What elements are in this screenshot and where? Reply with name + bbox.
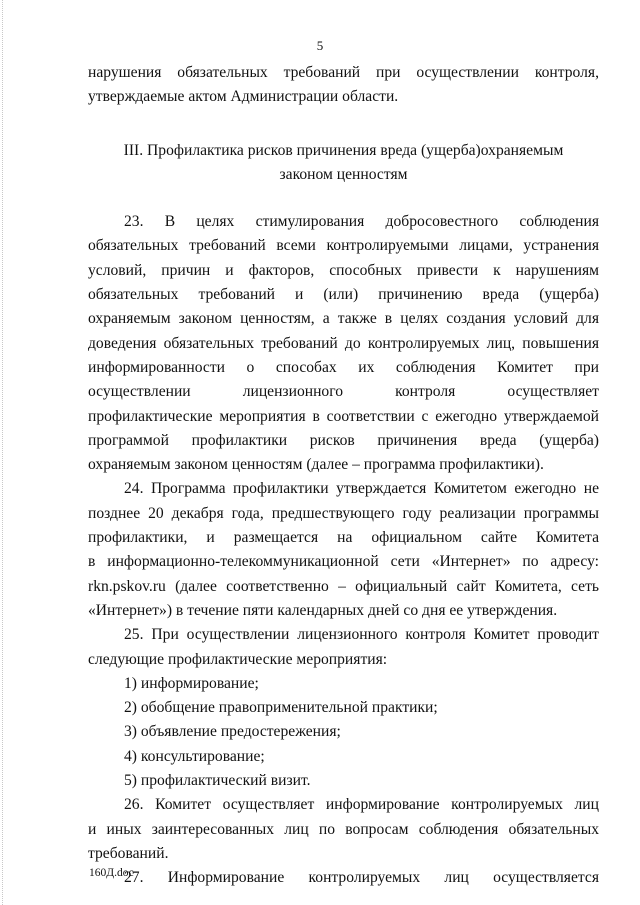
text-line: 26. Комитет осуществляет информирование контролируемых лиц (124, 796, 599, 814)
text-line: 24. Программа профилактики утверждается Комитетом ежегодно не (124, 480, 599, 498)
list-item: 2) обобщение правоприменительной практики; (124, 699, 438, 717)
paragraph-23 (88, 210, 599, 477)
text-line: 27. Информирование контролируемых лиц осуществляется (124, 869, 599, 887)
list-item: 4) консультирование; (124, 747, 265, 765)
text-line: утверждаемые актом Администрации области. (88, 88, 399, 106)
text-line: 25. При осуществлении лицензионного контроля Комитет проводит (124, 626, 599, 644)
paragraph-25 (88, 623, 599, 672)
text-line: следующие профилактические мероприятия: (88, 650, 388, 668)
heading-line: III. Профилактика рисков причинения вреда (ущерба)охраняемым (123, 141, 564, 159)
text-line: rkn.pskov.ru (далее соответственно – официальный сайт Комитета, сеть (88, 577, 599, 595)
page-number: 5 (316, 38, 324, 53)
text-line: обязательных требований всеми контролируемыми лицами, устранения (88, 237, 599, 255)
paragraph-27 (88, 866, 599, 890)
text-line: осуществлении лицензионного контроля осуществляет (88, 383, 599, 401)
text-line: обязательных требований и (или) причинению вреда (ущерба) (88, 286, 599, 304)
text-line: в информационно-телекоммуникационной сети «Интернет» по адресу: (88, 553, 599, 571)
section-heading (88, 139, 599, 188)
scan-edge-line (2, 0, 4, 905)
text-line: позднее 20 декабря года, предшествующего году реализации программы (88, 504, 599, 522)
text-line: информированности о способах их соблюдения Комитет при (88, 358, 599, 376)
text-line: 23. В целях стимулирования добросовестного соблюдения (124, 213, 599, 231)
text-line: программой профилактики рисков причинения вреда (ущерба) (88, 431, 599, 449)
list-item: 1) информирование; (124, 674, 259, 692)
list-item: 3) объявление предостережения; (124, 723, 341, 741)
measures-list (88, 672, 599, 793)
text-line: охраняемым законом ценностям (далее – программа профилактики). (88, 456, 544, 474)
list-item: 5) профилактический визит. (124, 772, 311, 790)
text-line: профилактические мероприятия в соответствии с ежегодно утверждаемой (88, 407, 599, 425)
text-line: «Интернет») в течение пяти календарных дней со дня ее утверждения. (88, 601, 558, 619)
text-line: требований. (88, 844, 169, 862)
text-line: условий, причин и факторов, способных привести к нарушениям (88, 261, 599, 279)
heading-line: законом ценностям (279, 165, 408, 183)
text-line: охраняемым законом ценностям, а также в целях создания условий для (88, 310, 599, 328)
intro-paragraph (88, 61, 599, 110)
text-line: нарушения обязательных требований при осуществлении контроля, (88, 64, 599, 81)
file-name-footer: 160Д.doc (89, 867, 134, 879)
text-line: профилактики, и размещается на официальном сайте Комитета (88, 529, 599, 547)
paragraph-24 (88, 477, 599, 623)
paragraph-26 (88, 793, 599, 866)
text-line: доведения обязательных требований до контролируемых лиц, повышения (88, 334, 599, 352)
document-body (88, 61, 599, 891)
spacer (88, 187, 599, 210)
text-line: и иных заинтересованных лиц по вопросам соблюдения обязательных (88, 820, 599, 838)
